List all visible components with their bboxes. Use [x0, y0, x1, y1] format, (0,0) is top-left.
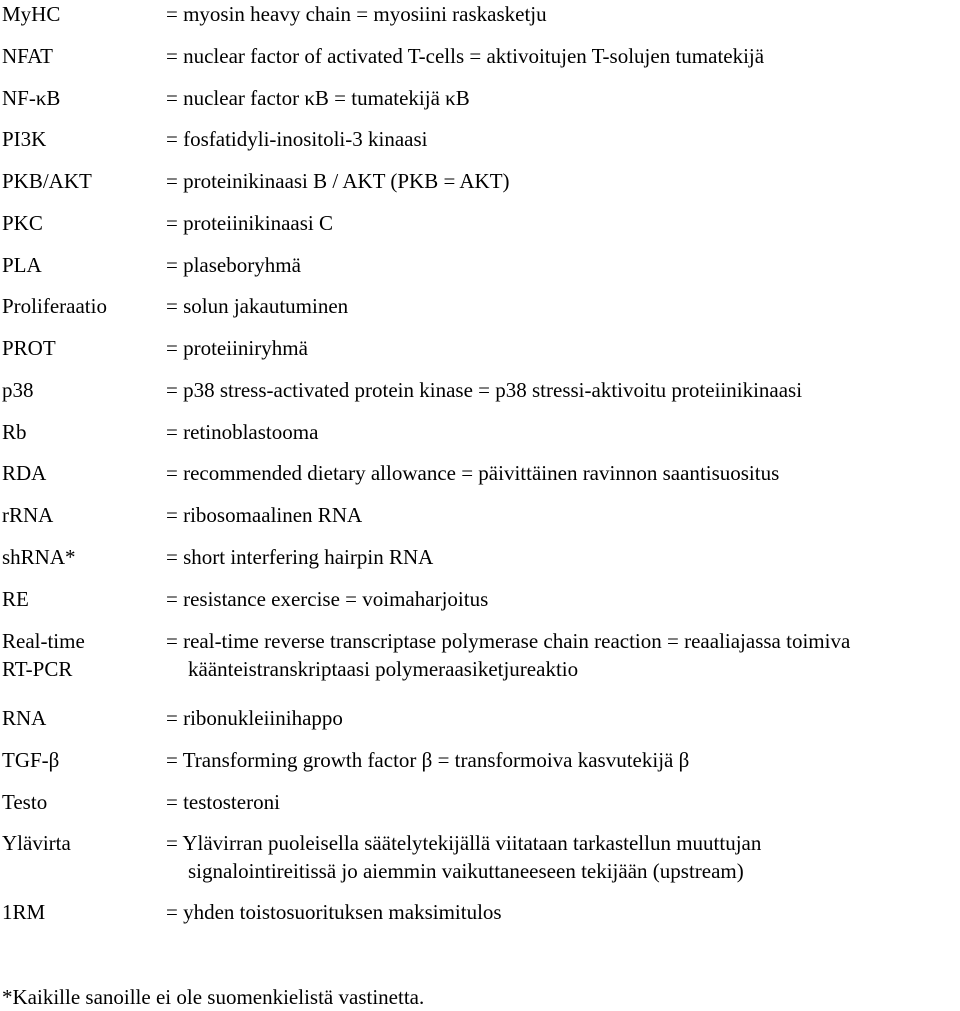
list-item — [2, 292, 958, 320]
list-item — [2, 501, 958, 529]
abbreviation-term: RDA — [2, 461, 47, 485]
list-item — [2, 459, 958, 487]
abbreviation-definition: = proteiinikinaasi C — [166, 211, 333, 235]
list-item — [2, 251, 958, 279]
abbreviation-term: RNA — [2, 706, 47, 730]
list-item — [2, 585, 958, 613]
abbreviation-term: NFAT — [2, 44, 53, 68]
list-item — [2, 746, 958, 774]
list-item — [2, 829, 958, 885]
list-item — [2, 543, 958, 571]
abbreviation-term: MyHC — [2, 2, 61, 26]
list-item — [2, 84, 958, 112]
abbreviation-definition: = resistance exercise = voimaharjoitus — [166, 587, 489, 611]
abbreviation-term: shRNA* — [2, 545, 76, 569]
definition-continuation: signalointireitissä jo aiemmin vaikuttaneeseen tekijään (upstream) — [188, 859, 744, 883]
abbreviation-definition: = p38 stress-activated protein kinase = p38 stressi-aktivoitu proteiinikinaasi — [166, 378, 803, 402]
abbreviation-term: rRNA — [2, 503, 54, 527]
abbreviation-term: 1RM — [2, 900, 46, 924]
abbreviation-definition: = solun jakautuminen — [166, 294, 349, 318]
abbreviation-term: PROT — [2, 336, 56, 360]
abbreviation-definition: = short interfering hairpin RNA — [166, 545, 434, 569]
abbreviation-term: PI3K — [2, 127, 47, 151]
abbreviation-term: RE — [2, 587, 29, 611]
abbreviation-term: Real-time RT-PCR — [2, 629, 85, 681]
abbreviation-definition: = fosfatidyli-inositoli-3 kinaasi — [166, 127, 428, 151]
abbreviation-definition: = retinoblastooma — [166, 420, 319, 444]
abbreviation-definition: = myosin heavy chain = myosiini raskasketju — [166, 2, 547, 26]
abbreviation-term: Testo — [2, 790, 48, 814]
abbreviation-definition: = nuclear factor of activated T-cells = aktivoitujen T-solujen tumatekijä — [166, 44, 765, 68]
list-item — [2, 627, 958, 683]
abbreviation-term: NF-κB — [2, 86, 61, 110]
list-item — [2, 376, 958, 404]
list-item — [2, 704, 958, 732]
abbreviation-term: Proliferaatio — [2, 294, 107, 318]
abbreviation-definition: = nuclear factor κB = tumatekijä κB — [166, 86, 470, 110]
abbreviation-definition: = Transforming growth factor β = transformoiva kasvutekijä β — [166, 748, 690, 772]
abbreviation-term: TGF-β — [2, 748, 60, 772]
list-item — [2, 788, 958, 816]
definition-continuation: käänteistranskriptaasi polymeraasiketjureaktio — [188, 657, 579, 681]
list-item — [2, 42, 958, 70]
abbreviation-definition: = proteinikinaasi B / AKT (PKB = AKT) — [166, 169, 510, 193]
definition-line: = real-time reverse transcriptase polymerase chain reaction = reaaliajassa toimiva — [166, 629, 851, 653]
abbreviation-term: p38 — [2, 378, 34, 402]
list-item — [2, 898, 958, 926]
abbreviation-definition: = plaseboryhmä — [166, 253, 301, 277]
abbreviation-definition: = yhden toistosuorituksen maksimitulos — [166, 900, 502, 924]
abbreviation-definition: = testosteroni — [166, 790, 280, 814]
abbreviation-definition — [166, 829, 958, 885]
abbreviation-term: Rb — [2, 420, 27, 444]
abbreviation-term: PLA — [2, 253, 42, 277]
footnote: *Kaikille sanoille ei ole suomenkielistä vastinetta. — [2, 985, 425, 1009]
abbreviation-definition — [166, 627, 958, 683]
list-item — [2, 167, 958, 195]
list-item — [2, 0, 958, 28]
abbreviation-definition: = ribonukleiinihappo — [166, 706, 343, 730]
abbreviation-term: Ylävirta — [2, 831, 71, 855]
abbreviation-definition: = ribosomaalinen RNA — [166, 503, 363, 527]
abbreviation-term: PKB/AKT — [2, 169, 92, 193]
definition-line: = Ylävirran puoleisella säätelytekijällä viitataan tarkastellun muuttujan — [166, 831, 762, 855]
abbreviation-definition: = recommended dietary allowance = päivittäinen ravinnon saantisuositus — [166, 461, 780, 485]
list-item — [2, 125, 958, 153]
list-item — [2, 334, 958, 362]
abbreviation-term: PKC — [2, 211, 43, 235]
list-item — [2, 209, 958, 237]
abbreviation-definition: = proteiiniryhmä — [166, 336, 308, 360]
list-item — [2, 418, 958, 446]
